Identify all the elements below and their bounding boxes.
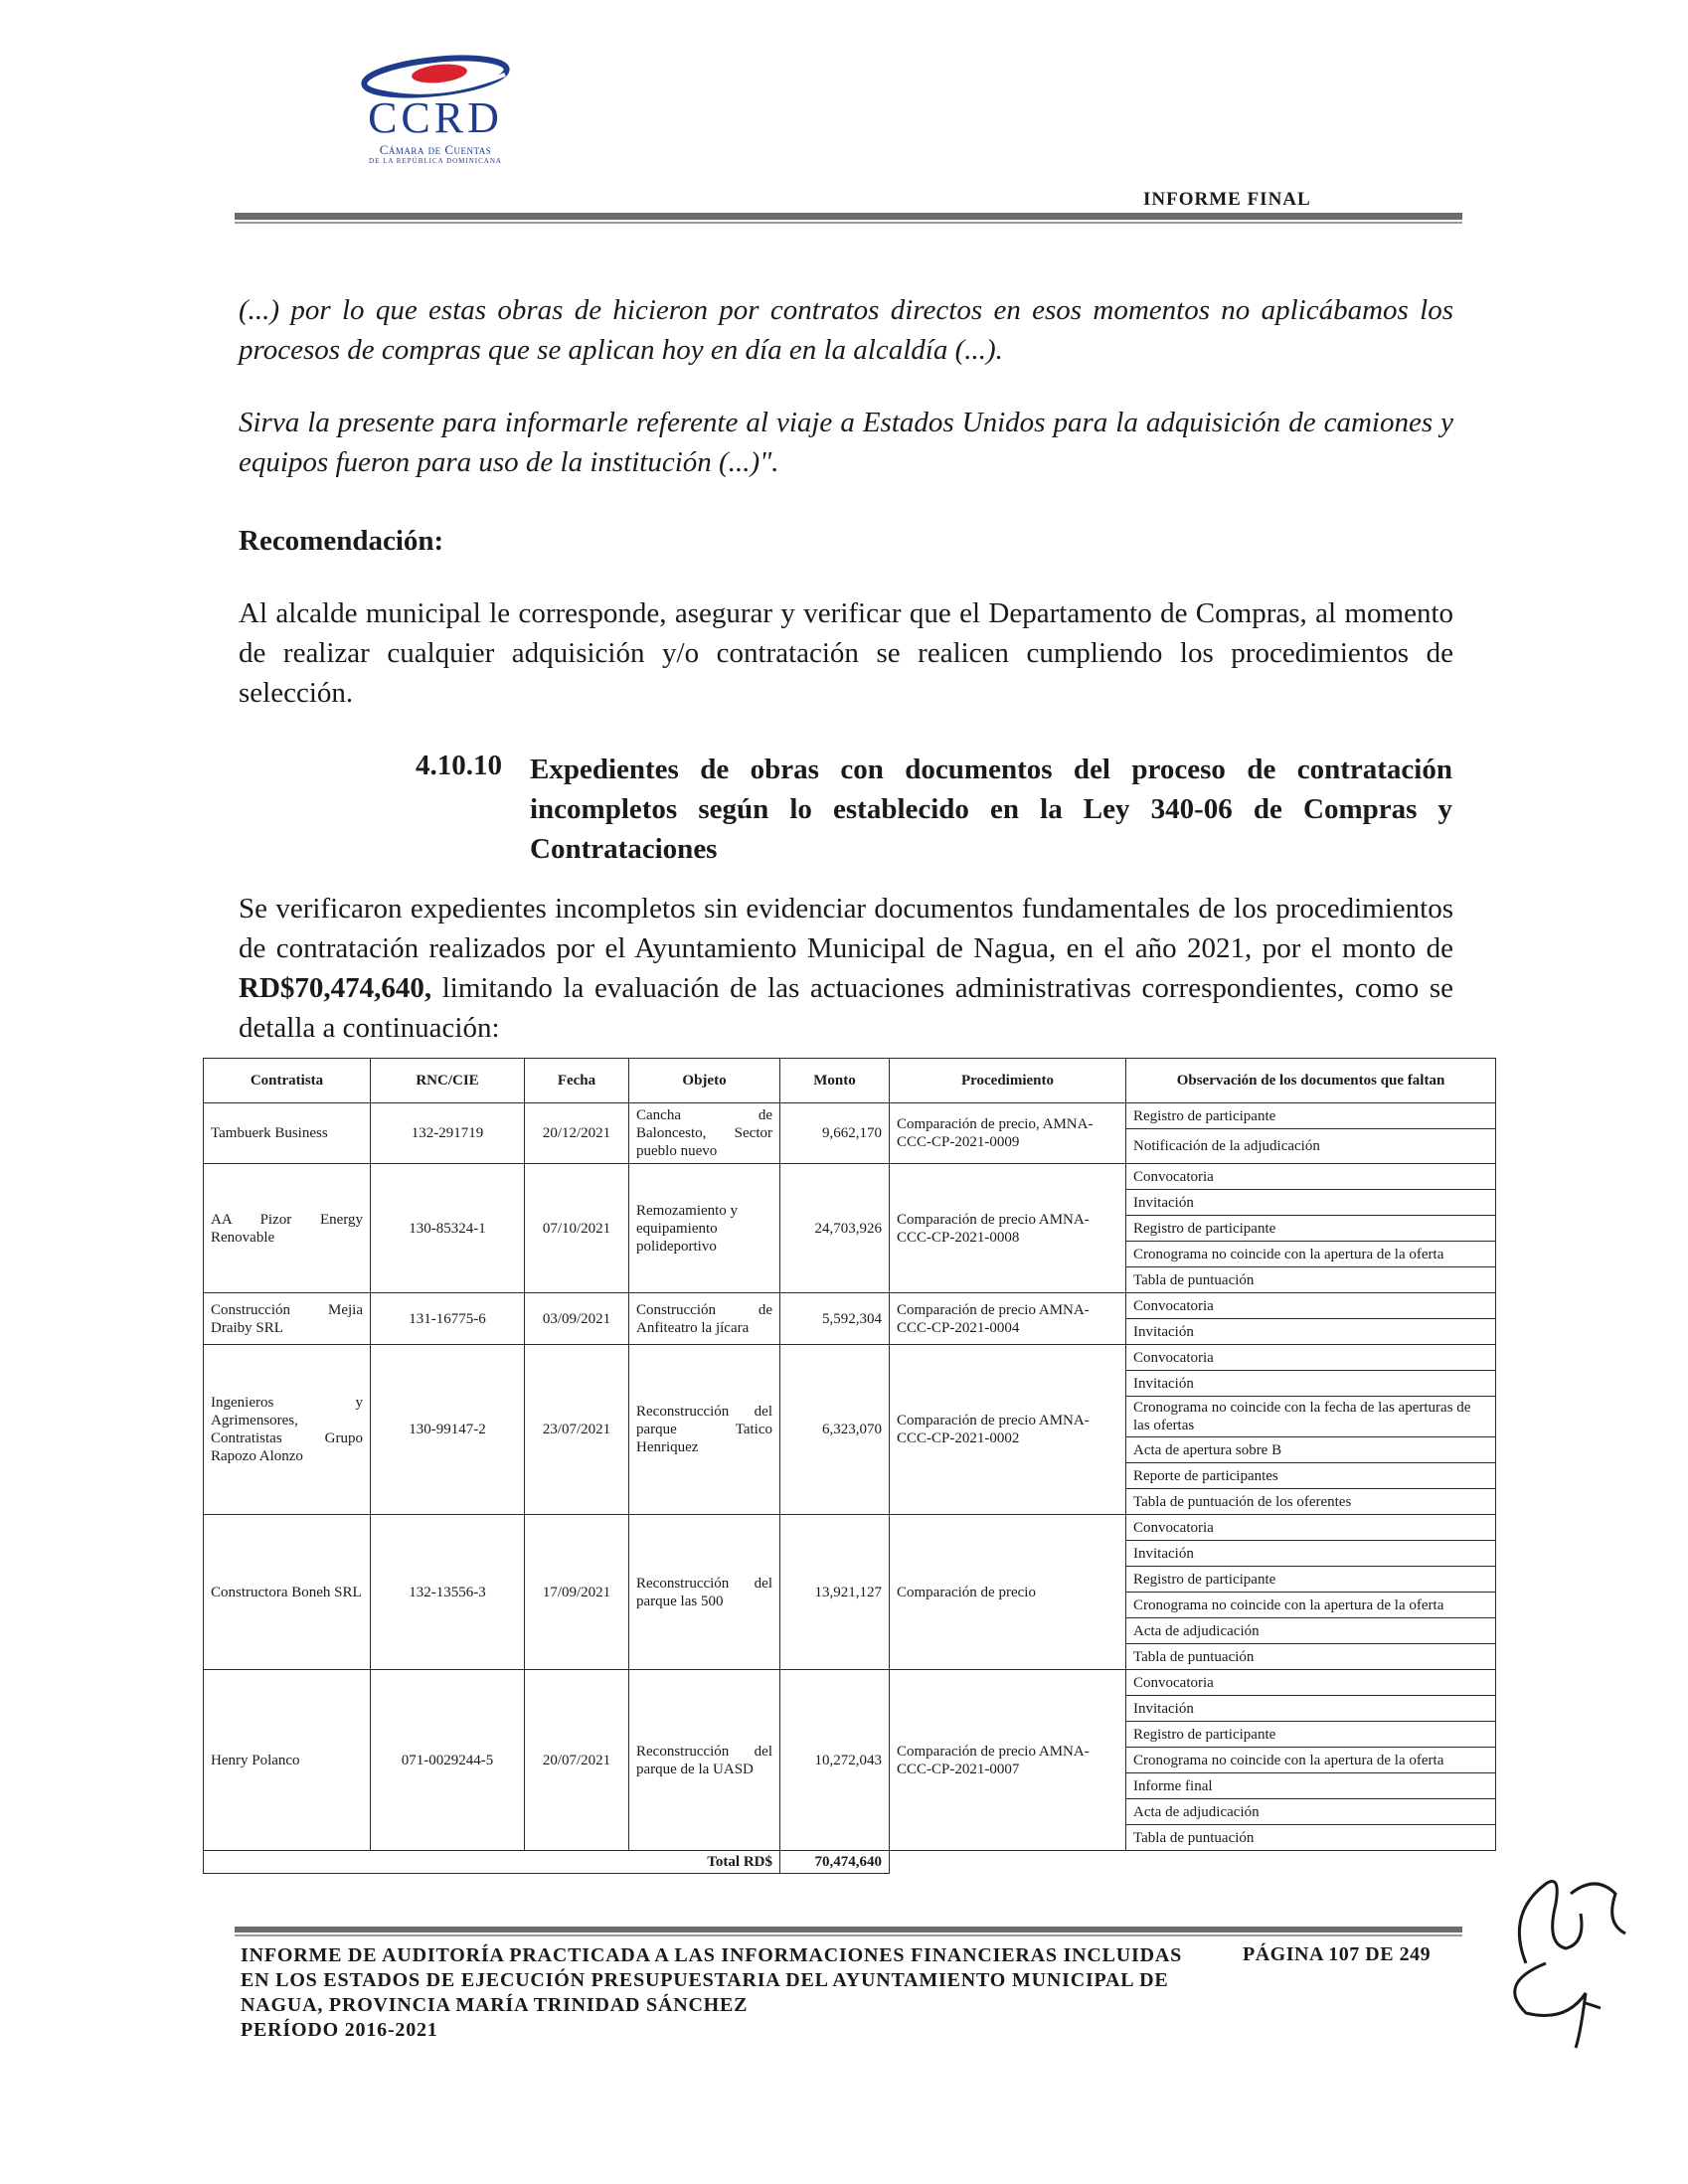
cell-rnc: 130-85324-1 (371, 1164, 525, 1293)
footer-rule-thin (235, 1934, 1462, 1936)
logo-subtitle-small: DE LA REPÚBLICA DOMINICANA (369, 157, 502, 165)
cell-objeto: Reconstrucción del parque las 500 (629, 1515, 780, 1670)
cell-contratista: Tambuerk Business (204, 1103, 371, 1164)
signature-initials-icon (1486, 1854, 1635, 2053)
cell-observacion: Invitación (1126, 1371, 1496, 1397)
cell-fecha: 20/07/2021 (525, 1670, 629, 1851)
table-row (204, 1164, 1496, 1190)
footer-period: PERÍODO 2016-2021 (241, 2019, 438, 2041)
cell-monto: 6,323,070 (780, 1345, 890, 1515)
total-label: Total RD$ (204, 1851, 780, 1874)
cell-fecha: 03/09/2021 (525, 1293, 629, 1345)
cell-rnc: 130-99147-2 (371, 1345, 525, 1515)
table-row (204, 1515, 1496, 1541)
cell-contratista: AA Pizor Energy Renovable (204, 1164, 371, 1293)
cell-fecha: 23/07/2021 (525, 1345, 629, 1515)
logo-wordmark: CCRD (368, 93, 503, 142)
header-contratista: Contratista (204, 1059, 371, 1103)
cell-observacion: Cronograma no coincide con la fecha de las aperturas de las ofertas (1126, 1397, 1496, 1437)
table-row (204, 1103, 1496, 1129)
header-objeto: Objeto (629, 1059, 780, 1103)
total-row (204, 1851, 1496, 1874)
finding-amount: RD$70,474,640, (239, 972, 432, 1004)
cell-objeto: Reconstrucción del parque de la UASD (629, 1670, 780, 1851)
quote-paragraph-2: Sirva la presente para informarle referente al viaje a Estados Unidos para la adquisición de camiones y equipos fueron para uso de la institución (...)". (239, 407, 1453, 478)
section-number: 4.10.10 (416, 750, 502, 781)
cell-observacion: Convocatoria (1126, 1515, 1496, 1541)
cell-observacion: Notificación de la adjudicación (1126, 1129, 1496, 1164)
header-monto: Monto (780, 1059, 890, 1103)
cell-contratista: Constructora Boneh SRL (204, 1515, 371, 1670)
cell-observacion: Invitación (1126, 1319, 1496, 1345)
cell-procedimiento: Comparación de precio AMNA-CCC-CP-2021-0002 (890, 1345, 1126, 1515)
cell-observacion: Tabla de puntuación de los oferentes (1126, 1489, 1496, 1515)
cell-observacion: Convocatoria (1126, 1345, 1496, 1371)
cell-monto: 24,703,926 (780, 1164, 890, 1293)
cell-observacion: Invitación (1126, 1696, 1496, 1722)
cell-objeto: Reconstrucción del parque Tatico Henriquez (629, 1345, 780, 1515)
total-value: 70,474,640 (780, 1851, 890, 1874)
cell-procedimiento: Comparación de precio AMNA-CCC-CP-2021-0007 (890, 1670, 1126, 1851)
cell-procedimiento: Comparación de precio AMNA-CCC-CP-2021-0004 (890, 1293, 1126, 1345)
total-empty (890, 1851, 1496, 1874)
header-rule (235, 213, 1462, 220)
finding-text-before: Se verificaron expedientes incompletos sin evidenciar documentos fundamentales de los procedimientos de contratación realizados por el Ayuntamiento Municipal de Nagua, en el año 2021, por el monto de (239, 893, 1453, 964)
cell-observacion: Reporte de participantes (1126, 1463, 1496, 1489)
header-rule-thin (235, 222, 1462, 224)
table-row (204, 1345, 1496, 1371)
cell-observacion: Invitación (1126, 1541, 1496, 1567)
cell-observacion: Tabla de puntuación (1126, 1267, 1496, 1293)
cell-observacion: Tabla de puntuación (1126, 1644, 1496, 1670)
cell-monto: 9,662,170 (780, 1103, 890, 1164)
cell-observacion: Cronograma no coincide con la apertura de la oferta (1126, 1748, 1496, 1773)
table-row (204, 1293, 1496, 1319)
logo-subtitle: Cámara de Cuentas (379, 142, 492, 157)
cell-procedimiento: Comparación de precio, AMNA-CCC-CP-2021-0009 (890, 1103, 1126, 1164)
cell-observacion: Informe final (1126, 1773, 1496, 1799)
table-header-row (204, 1059, 1496, 1103)
cell-objeto: Cancha de Baloncesto, Sector pueblo nuevo (629, 1103, 780, 1164)
finding-text-after: limitando la evaluación de las actuaciones administrativas correspondientes, como se detalla a continuación: (239, 972, 1453, 1044)
table-row (204, 1670, 1496, 1696)
cell-procedimiento: Comparación de precio (890, 1515, 1126, 1670)
header-observacion: Observación de los documentos que faltan (1126, 1059, 1496, 1103)
cell-rnc: 132-13556-3 (371, 1515, 525, 1670)
cell-observacion: Acta de adjudicación (1126, 1799, 1496, 1825)
cell-observacion: Acta de adjudicación (1126, 1618, 1496, 1644)
recommendation-text: Al alcalde municipal le corresponde, asegurar y verificar que el Departamento de Compras, al momento de realizar cualquier adquisición y/o contratación se realicen cumpliendo los procedimientos de selección. (239, 597, 1453, 709)
cell-contratista: Henry Polanco (204, 1670, 371, 1851)
header-procedimiento: Procedimiento (890, 1059, 1126, 1103)
cell-observacion: Cronograma no coincide con la apertura de la oferta (1126, 1593, 1496, 1618)
cell-observacion: Acta de apertura sobre B (1126, 1437, 1496, 1463)
ccrd-logo (316, 55, 555, 169)
cell-monto: 5,592,304 (780, 1293, 890, 1345)
report-label: INFORME FINAL (1143, 189, 1311, 210)
cell-fecha: 17/09/2021 (525, 1515, 629, 1670)
contracts-table (203, 1058, 1496, 1874)
footer-title-text: INFORME DE AUDITORÍA PRACTICADA A LAS INFORMACIONES FINANCIERAS INCLUIDAS EN LOS ESTADOS DE EJECUCIÓN PRESUPUESTARIA DEL AYUNTAMIENTO MUNICIPAL DE NAGUA, PROVINCIA MARÍA TRINIDAD SÁNCHEZ (241, 1944, 1183, 2016)
section-title: Expedientes de obras con documentos del proceso de contratación incompletos según lo establecido en la Ley 340-06 de Compras y Contrataciones (530, 754, 1452, 865)
cell-observacion: Convocatoria (1126, 1164, 1496, 1190)
cell-monto: 13,921,127 (780, 1515, 890, 1670)
cell-observacion: Convocatoria (1126, 1293, 1496, 1319)
cell-observacion: Tabla de puntuación (1126, 1825, 1496, 1851)
cell-rnc: 132-291719 (371, 1103, 525, 1164)
footer-rule (235, 1927, 1462, 1932)
cell-contratista: Ingenieros y Agrimensores, Contratistas Grupo Rapozo Alonzo (204, 1345, 371, 1515)
cell-monto: 10,272,043 (780, 1670, 890, 1851)
header-fecha: Fecha (525, 1059, 629, 1103)
cell-observacion: Registro de participante (1126, 1722, 1496, 1748)
header-rnc: RNC/CIE (371, 1059, 525, 1103)
cell-objeto: Construcción de Anfiteatro la jícara (629, 1293, 780, 1345)
cell-observacion: Invitación (1126, 1190, 1496, 1216)
cell-fecha: 20/12/2021 (525, 1103, 629, 1164)
cell-rnc: 071-0029244-5 (371, 1670, 525, 1851)
cell-fecha: 07/10/2021 (525, 1164, 629, 1293)
finding-paragraph (239, 889, 1453, 1048)
cell-rnc: 131-16775-6 (371, 1293, 525, 1345)
cell-contratista: Construcción Mejia Draiby SRL (204, 1293, 371, 1345)
cell-observacion: Registro de participante (1126, 1103, 1496, 1129)
cell-observacion: Cronograma no coincide con la apertura de la oferta (1126, 1242, 1496, 1267)
cell-observacion: Convocatoria (1126, 1670, 1496, 1696)
recommendation-heading: Recomendación: (239, 525, 444, 557)
page-number: PÁGINA 107 DE 249 (1243, 1943, 1432, 1965)
cell-objeto: Remozamiento y equipamiento polideportivo (629, 1164, 780, 1293)
cell-procedimiento: Comparación de precio AMNA-CCC-CP-2021-0008 (890, 1164, 1126, 1293)
quote-paragraph-1: (...) por lo que estas obras de hicieron por contratos directos en esos momentos no aplicábamos los procesos de compras que se aplican hoy en día en la alcaldía (...). (239, 294, 1453, 366)
footer-title (241, 1943, 1215, 2043)
cell-observacion: Registro de participante (1126, 1216, 1496, 1242)
cell-observacion: Registro de participante (1126, 1567, 1496, 1593)
